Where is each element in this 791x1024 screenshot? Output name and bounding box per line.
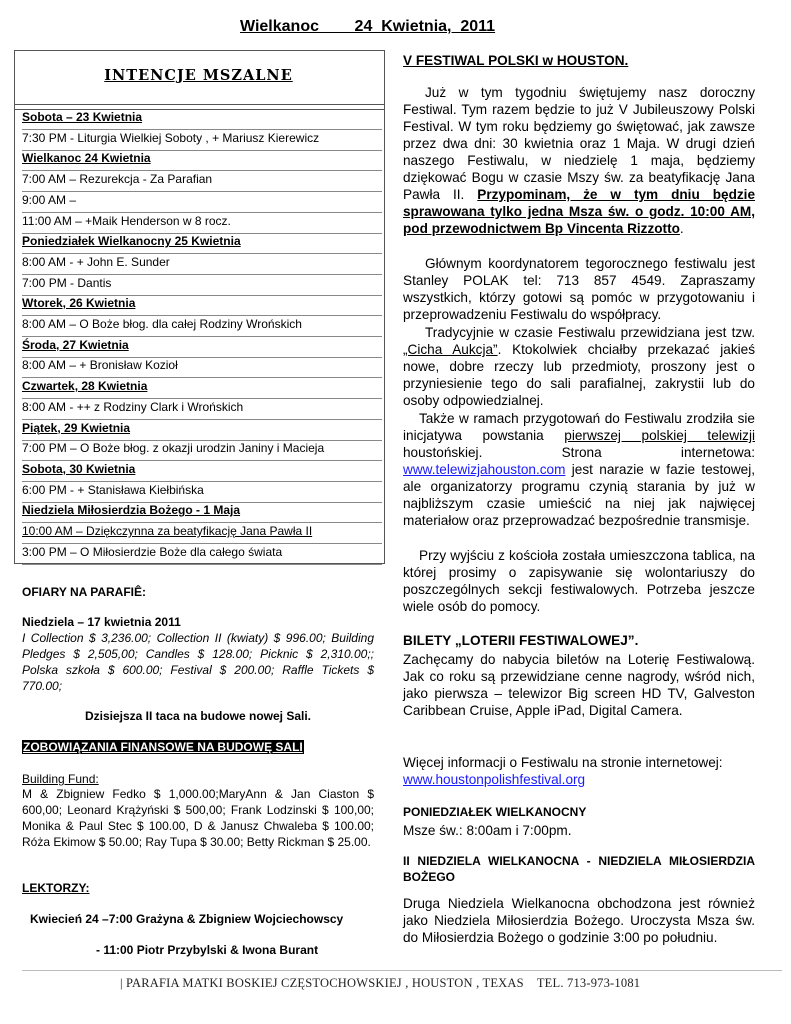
ofiary-note: Dzisiejsza II taca na budowe nowej Sali. [84,709,312,723]
entry-text: 6:00 PM - + Stanisława Kiełbińska [22,482,204,497]
intencje-day-heading [22,501,382,523]
bilety-body: Zachęcamy do nabycia biletów na Loterię Festiwalową. Jak co roku są przewidziane cenne nagrody, wśród nich, jako pierwsza – telewizor Big screen HD TV, Galveston Caribbean Cruise, Apple iPad, Digital Camera. [403,652,755,718]
festiwal-paragraph-3 [403,324,755,409]
intencje-entry [22,274,382,296]
day-label: Poniedziałek Wielkanocny 25 Kwietnia [22,234,241,249]
day-label: Środa, 27 Kwietnia [22,337,129,352]
day-label: Wielkanoc 24 Kwietnia [22,151,151,166]
day-label: Sobota – 23 Kwietnia [22,110,143,124]
intencje-day-heading [22,294,382,316]
niedziela-body: Druga Niedziela Wielkanocna obchodzona jest również jako Niedziela Miłosierdzia Bożego. Uroczysta Msza św. do Miłosierdzia Bożego o godzinie 3:00 po południu. [403,896,755,945]
day-label: Niedziela Miłosierdzia Bożego - 1 Maja [22,503,241,518]
day-label: Wtorek, 26 Kwietnia [22,296,136,311]
entry-text: 7:00 AM – Rezurekcja - Za Parafian [22,172,213,187]
festival-website-link[interactable]: www.houstonpolishfestival.org [403,772,586,787]
lektorzy-heading: LEKTORZY: [22,881,90,895]
entry-text: 7:30 PM - Liturgia Wielkiej Soboty , + Mariusz Kierewicz [22,130,320,145]
intencje-day-heading [22,460,382,482]
festiwal-heading: V FESTIWAL POLSKI w HOUSTON. [403,53,629,68]
entry-text: 10:00 AM – Dziękczynna za beatyfikację Jana Pawła II [22,524,313,538]
intencje-day-heading [22,336,382,358]
intencje-entry [22,439,382,461]
intencje-day-heading [22,419,382,441]
intencje-entry [22,170,382,192]
intencje-entry [22,356,382,378]
day-label: Sobota, 30 Kwietnia [22,461,136,476]
niedziela-heading: II NIEDZIELA WIELKANOCNA - NIEDZIELA MIŁOSIERDZIA BOŻEGO [403,854,755,884]
entry-text: 8:00 AM - ++ z Rodziny Clark i Wrońskich [22,399,244,414]
intencje-entry [22,315,382,337]
footer-divider [22,970,782,971]
festiwal-paragraph-5: Przy wyjściu z kościoła została umieszczona tablica, na której prosimy o zapisywanie się wolontariuszy do poszczególnych sekcji festiwalowych. Potrzeba jeszcze wiele osób do pomocy. [403,548,755,614]
festiwal-p4-text-a: Także w ramach przygotowań do Festiwalu zrodziła sie inicjatywa powstania [403,411,755,443]
intencje-entry [22,212,382,234]
zobowiazania-body: M & Zbigniew Fedko $ 1,000.00;MaryAnn & Jan Ciaston $ 600,00; Leonard Krążyński $ 500,00; Frank Lodzinski $ 100,00; Monika & Paul Stec $ 100.00, D & Janusz Chwaleba $ 100.00; Róża Ekimow $ 50.00; Ray Tupa $ 30.00; Betty Rickman $ 25.00. [22,787,374,849]
festiwal-p4-text-c: jest narazie w fazie testowej, ale organizatorzy programu czynią starania by już w najbliższym czasie umieścić na niej jak najwięcej materiałow oraz przeprowadzać bezpośrednie transmisje. [403,462,755,528]
intencje-entry [22,129,382,151]
intencje-day-heading [22,149,382,171]
page-title: Wielkanoc 24 Kwietnia, 2011 [240,18,496,35]
festiwal-p3-text-b: . Ktokolwiek chciałby przekazać jakieś nowe, dobre rzeczy lub przedmioty, proszony jest o przyniesienie tego do sali parafialnej, zakrystii lub do osoby odpowiedzialnej. [403,342,755,408]
intencje-entry [22,522,382,544]
lektorzy-line-1: Kwiecień 24 –7:00 Grażyna & Zbigniew Wojciechowscy [30,912,344,926]
ofiary-date: Niedziela – 17 kwietnia 2011 [22,615,181,629]
festiwal-p1-text: Już w tym tygodniu świętujemy nasz doroczny Festiwal. Tym razem będzie to już V Jubileuszowy Polski Festival. W tym roku będziemy go świętować, jak zawsze przez dwa dni: 30 kwietnia oraz 1 Maja. W drugi dzień naszego Festiwalu, w niedzielę 1 maja, będziemy dziękować Bogu w czasie Mszy św. za beatyfikację Jana Pawła II. [403,85,755,202]
intencje-entry [22,253,382,275]
festiwal-p1-bold: Przypominam, że w tym dniu będzie sprawowana tylko jedna Msza św. o godz. 10:00 AM, pod przewodnictwem Bp Vincenta Rizzotto [403,187,756,236]
bilety-link-wrap [403,771,755,788]
intencje-title: INTENCJE MSZALNE [104,67,293,84]
festiwal-p3-text-a: Tradycyjnie w czasie Festiwalu przewidziana jest tzw. [425,325,755,340]
building-fund-label: Building Fund: [22,772,99,786]
festiwal-p4-underline: pierwszej polskiej telewizji [564,428,756,443]
entry-text: 7:00 PM - Dantis [22,275,112,290]
entry-text: 3:00 PM – O Miłosierdzie Boże dla całego świata [22,544,283,559]
entry-text: 8:00 AM – + Bronisław Kozioł [22,358,178,373]
entry-text: 7:00 PM – O Boże błog. z okazji urodzin Janiny i Macieja [22,441,325,456]
footer: | PARAFIA MATKI BOSKIEJ CZĘSTOCHOWSKIEJ , HOUSTON , TEXAS TEL. 713-973-1081 [120,976,641,990]
intencje-entry [22,398,382,420]
day-label: Czwartek, 28 Kwietnia [22,379,148,394]
bilety-heading: BILETY „LOTERII FESTIWALOWEJ”. [403,633,639,648]
intencje-entry [22,191,382,213]
intencje-entry [22,543,382,565]
poniedzialek-body: Msze św.: 8:00am i 7:00pm. [403,823,572,838]
festiwal-p4-text-b: houstońskiej. Strona internetowa: [403,445,755,460]
entry-text: 11:00 AM – +Maik Henderson w 8 rocz. [22,213,231,228]
cicha-aukcja-link[interactable]: „Cicha Aukcja” [403,342,498,357]
day-label: Piątek, 29 Kwietnia [22,420,131,435]
intencje-day-heading [22,108,382,130]
telewizja-link[interactable]: www.telewizjahouston.com [403,462,566,477]
bilety-more: Więcej informacji o Festiwalu na stronie internetowej: [403,755,723,770]
entry-text: 8:00 AM - + John E. Sunder [22,254,170,269]
entry-text: 9:00 AM – [22,192,77,207]
zobowiazania-heading-wrap [22,739,374,755]
zobowiazania-heading: ZOBOWIĄZANIA FINANSOWE NA BUDOWĘ SALI [23,740,303,754]
festiwal-paragraph-2: Głównym koordynatorem tegorocznego festiwalu jest Stanley POLAK tel: 713 857 4549. Zapraszamy wszystkich, którzy gotowi są pomóc w przygotowaniu i przeprowadzeniu Festiwalu do współpracy. [403,256,755,322]
ofiary-heading: OFIARY NA PARAFIÊ: [22,585,147,599]
intencje-day-heading [22,377,382,399]
poniedzialek-heading: PONIEDZIAŁEK WIELKANOCNY [403,805,587,819]
ofiary-body: I Collection $ 3,236.00; Collection II (kwiaty) $ 996.00; Building Pledges $ 2,505,00; Candles $ 128.00; Picknic $ 2,310.00;; Polska szkoła $ 600.00; Festival $ 200.00; Raffle Tickets $ 770.00; [22,631,374,693]
festiwal-paragraph-4 [403,410,755,529]
intencje-entry [22,481,382,503]
intencje-day-heading [22,232,382,254]
lektorzy-line-2: - 11:00 Piotr Przybylski & Iwona Burant [96,943,319,957]
festiwal-paragraph-1: Już w tym tygodniu świętujemy nasz doroczny Festiwal. Tym razem będzie to już V Jubileuszowy Polski Festival. W tym roku będziemy go świętować, jak zawsze przez dwa dni: 30 kwietnia oraz 1 Maja. W drugi dzień naszego Festiwalu, w niedzielę 1 maja, będziemy dziękować Bogu w czasie Mszy św. za beatyfikację Jana Pawła II. Przypominam, że w tym dniu będzie sprawowana tylko jedna Msza św. o godz. 10:00 AM, pod przewodnictwem Bp Vincenta Rizzotto. [403,85,756,236]
entry-text: 8:00 AM – O Boże błog. dla całej Rodziny Wrońskich [22,317,302,331]
